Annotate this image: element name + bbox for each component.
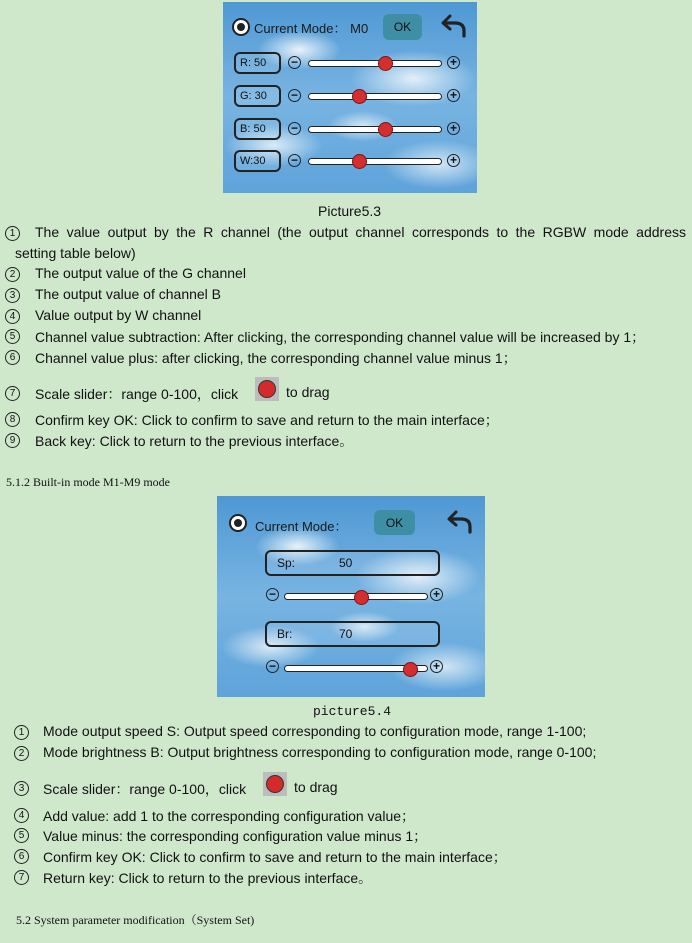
item-text: The value output by the R channel (the output channel corresponds to the RGBW mode address — [35, 224, 686, 240]
ok-button[interactable]: OK — [383, 14, 422, 40]
section-heading: 5.1.2 Built-in mode M1-M9 mode — [6, 475, 170, 489]
brightness-label: Br: — [277, 627, 293, 641]
item-number: 1 — [5, 226, 20, 241]
current-mode-value: M0 — [350, 21, 369, 36]
item-number: 3 — [14, 781, 29, 796]
item-number: 5 — [14, 828, 29, 843]
current-mode-label — [254, 18, 368, 37]
minus-icon[interactable]: − — [288, 56, 301, 69]
item-number: 5 — [5, 329, 20, 344]
speed-label: Sp: — [277, 556, 296, 570]
plus-icon[interactable]: + — [447, 122, 460, 135]
item-text: Confirm key OK: Click to confirm to save and return to the main interface； — [35, 412, 499, 428]
speed-slider-knob[interactable] — [354, 590, 369, 605]
item-text: Channel value plus: after clicking, the corresponding channel value minus 1； — [35, 350, 517, 366]
brightness-slider-knob[interactable] — [403, 662, 418, 677]
channel-value-box: W:30 — [234, 150, 281, 172]
rgbw-mode-screen — [223, 2, 477, 193]
channel-slider-knob[interactable] — [378, 56, 393, 71]
item-text-after: to drag — [286, 384, 330, 400]
item-number: 9 — [5, 433, 20, 448]
item-text: Mode brightness B: Output brightness corresponding to configuration mode, range 0-100; — [43, 744, 597, 760]
item-number: 7 — [5, 386, 20, 401]
figure-caption: Picture5.3 — [318, 203, 382, 219]
channel-slider-knob[interactable] — [352, 154, 367, 169]
speed-value: 50 — [339, 556, 353, 570]
current-mode-text: Current Mode： — [254, 21, 347, 36]
channel-value-box: G: 30 — [234, 85, 281, 107]
plus-icon[interactable]: + — [447, 89, 460, 102]
mode-radio-icon — [232, 18, 250, 36]
brightness-value: 70 — [339, 627, 353, 641]
item-text: Value output by W channel — [35, 307, 202, 323]
ok-button[interactable]: OK — [374, 510, 415, 535]
channel-slider-knob[interactable] — [352, 89, 367, 104]
item-text: The output value of the G channel — [35, 265, 246, 281]
item-text: Channel value subtraction: After clicking, the corresponding channel value will be increased by 1； — [35, 329, 646, 345]
item-number: 4 — [5, 309, 20, 324]
current-mode-label: Current Mode： — [255, 519, 348, 534]
back-arrow-icon[interactable] — [441, 12, 467, 38]
item-text: Value minus: the corresponding configuration value minus 1； — [43, 828, 428, 844]
item-number: 6 — [5, 350, 20, 365]
item-text-continued: setting table below) — [15, 245, 136, 261]
plus-icon[interactable]: + — [430, 660, 443, 673]
builtin-mode-screen — [217, 496, 485, 697]
back-arrow-icon[interactable] — [447, 508, 473, 534]
speed-value-box — [265, 550, 440, 576]
figure-caption: picture5.4 — [313, 704, 392, 719]
item-number: 6 — [14, 849, 29, 864]
brightness-value-box — [265, 621, 440, 647]
minus-icon[interactable]: − — [288, 122, 301, 135]
item-number: 2 — [5, 267, 20, 282]
item-number: 8 — [5, 412, 20, 427]
item-text: Mode output speed S: Output speed corresponding to configuration mode, range 1-100; — [43, 723, 587, 739]
channel-value-box: R: 50 — [234, 52, 281, 74]
item-number: 2 — [14, 746, 29, 761]
minus-icon[interactable]: − — [266, 588, 279, 601]
item-text: Confirm key OK: Click to confirm to save and return to the main interface； — [43, 849, 507, 865]
item-text-after: to drag — [294, 779, 338, 795]
channel-slider-track[interactable] — [308, 60, 442, 67]
minus-icon[interactable]: − — [288, 89, 301, 102]
channel-slider-track[interactable] — [308, 158, 442, 165]
item-text: Scale slider：range 0-100，click — [43, 781, 247, 797]
item-text: Back key: Click to return to the previous interface。 — [35, 433, 354, 449]
minus-icon[interactable]: − — [266, 660, 279, 673]
item-text: Return key: Click to return to the previous interface。 — [43, 870, 373, 886]
section-heading: 5.2 System parameter modification（System Set) — [16, 913, 255, 927]
item-text: Scale slider：range 0-100，click — [35, 386, 239, 402]
item-number: 1 — [14, 725, 29, 740]
channel-slider-track[interactable] — [308, 93, 442, 100]
channel-slider-knob[interactable] — [378, 122, 393, 137]
red-slider-knob-icon — [263, 772, 287, 796]
channel-value-box: B: 50 — [234, 118, 281, 140]
item-number: 7 — [14, 870, 29, 885]
item-number: 4 — [14, 808, 29, 823]
minus-icon[interactable]: − — [288, 154, 301, 167]
item-number: 3 — [5, 288, 20, 303]
red-slider-knob-icon — [255, 377, 279, 401]
plus-icon[interactable]: + — [447, 154, 460, 167]
plus-icon[interactable]: + — [430, 588, 443, 601]
plus-icon[interactable]: + — [447, 56, 460, 69]
item-text: Add value: add 1 to the corresponding configuration value； — [43, 808, 416, 824]
item-text: The output value of channel B — [35, 286, 222, 302]
channel-slider-track[interactable] — [308, 126, 442, 133]
mode-radio-icon — [229, 514, 247, 532]
